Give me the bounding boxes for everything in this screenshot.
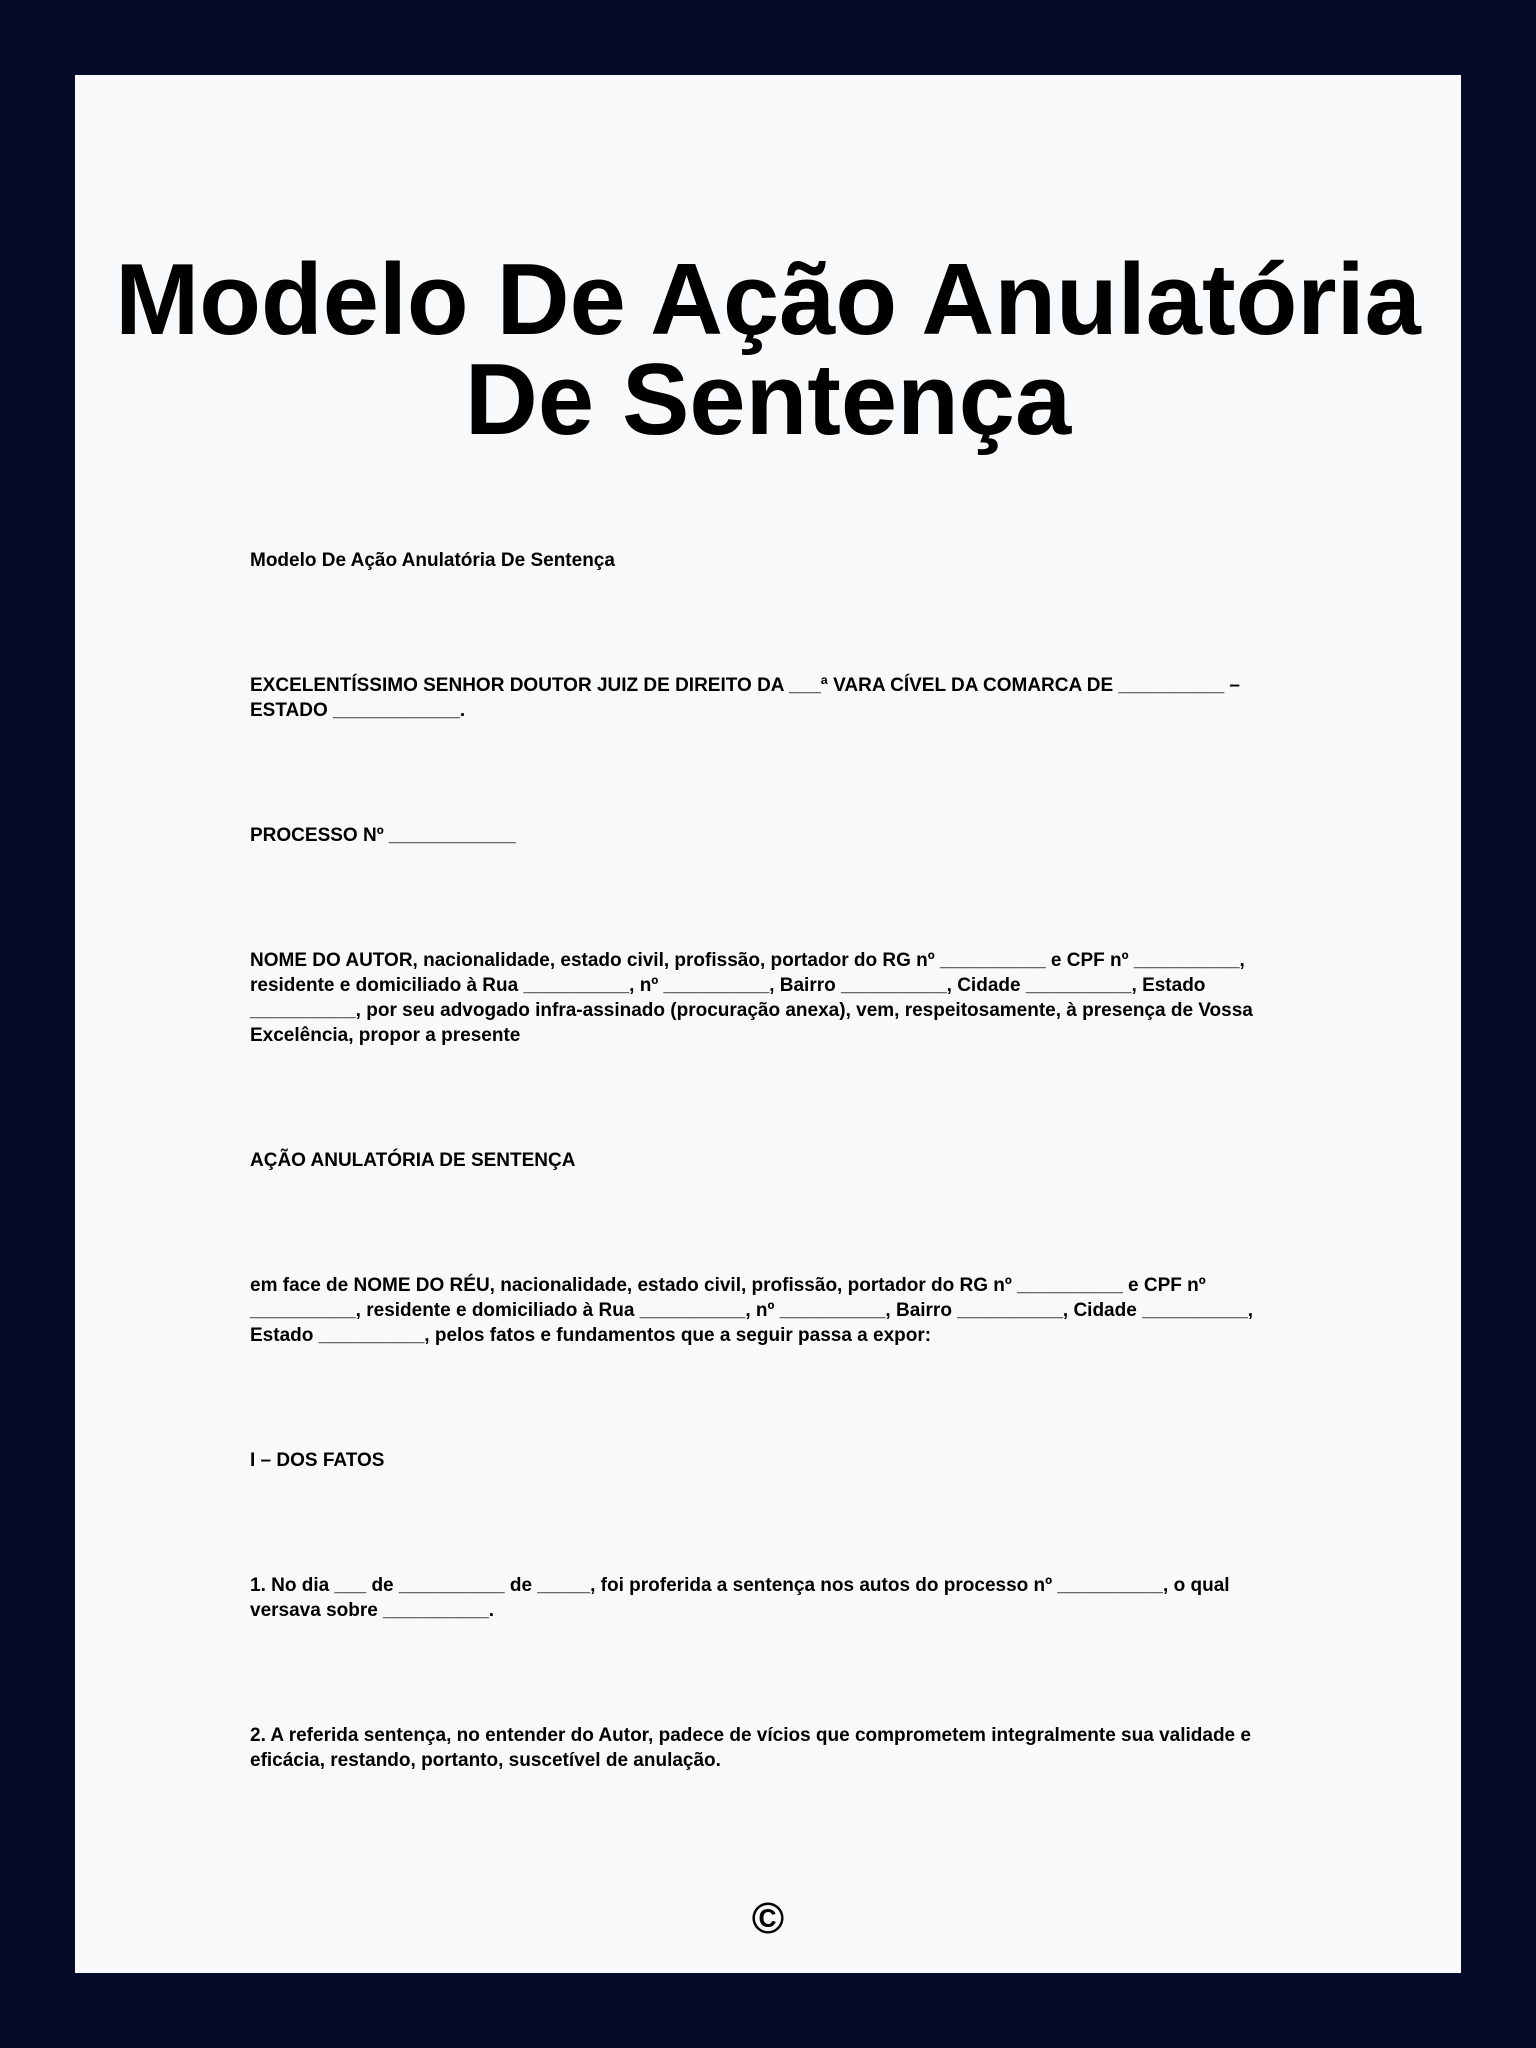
paragraph-fact-2: 2. A referida sentença, no entender do Autor, padece de vícios que comprometem integralmente sua validade e eficácia, restando, portanto, suscetível de anulação. <box>250 1725 1251 1771</box>
paragraph-addressee: EXCELENTÍSSIMO SENHOR DOUTOR JUIZ DE DIREITO DA ___ª VARA CÍVEL DA COMARCA DE __________ – ESTADO ____________. <box>250 675 1240 721</box>
paragraph-process-number: PROCESSO Nº ____________ <box>250 825 516 846</box>
paragraph-fact-1: 1. No dia ___ de __________ de _____, foi proferida a sentença nos autos do processo nº __________, o qual versava sobre __________. <box>250 1575 1230 1621</box>
document-page <box>75 75 1461 1973</box>
document-subtitle: Modelo De Ação Anulatória De Sentença <box>250 550 615 571</box>
copyright-icon: © <box>751 1894 785 1943</box>
section-heading-facts: I – DOS FATOS <box>250 1450 385 1471</box>
document-body <box>250 548 1290 1873</box>
paragraph-plaintiff: NOME DO AUTOR, nacionalidade, estado civil, profissão, portador do RG nº __________ e CPF nº __________, residente e domiciliado à Rua __________, nº __________, Bairro __________, Cidade __________, Estado __________, por seu advogado infra-assinado (procuração anexa), vem, respeitosamente, à presença de Vossa Excelência, propor a presente <box>250 950 1253 1046</box>
paragraph-defendant: em face de NOME DO RÉU, nacionalidade, estado civil, profissão, portador do RG nº __________ e CPF nº __________, residente e domiciliado à Rua __________, nº __________, Bairro __________, Cidade __________, Estado __________, pelos fatos e fundamentos que a seguir passa a expor: <box>250 1275 1254 1346</box>
document-title: Modelo De Ação Anulatória De Sentença <box>115 244 1421 456</box>
paragraph-action-title: AÇÃO ANULATÓRIA DE SENTENÇA <box>250 1150 576 1171</box>
